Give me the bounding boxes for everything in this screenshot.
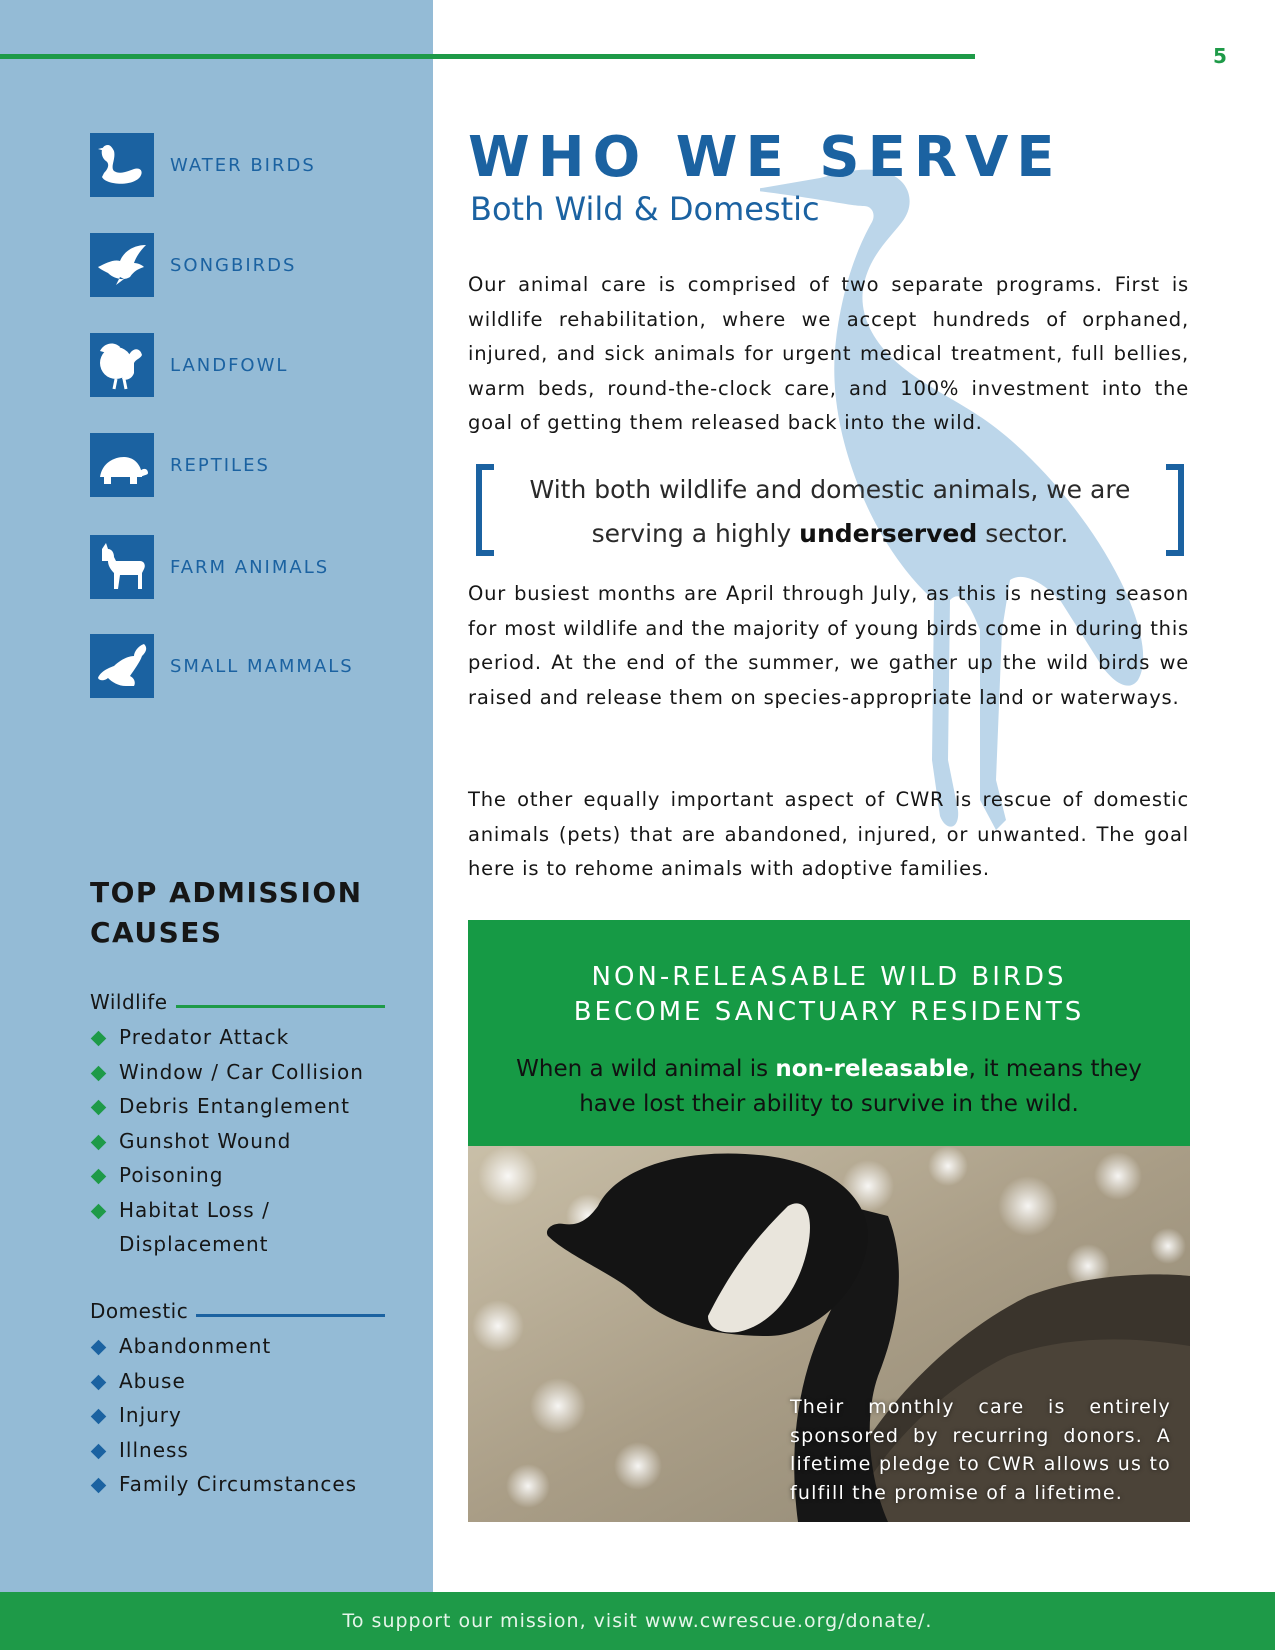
turkey-icon: [90, 333, 154, 397]
songbird-icon: [90, 233, 154, 297]
page-number: 5: [1213, 44, 1227, 68]
top-rule: [0, 54, 975, 59]
photo-caption: Their monthly care is entirely sponsored by recurring donors. A lifetime pledge to CWR allows us to fulfill the promise of a lifetime.: [790, 1396, 1171, 1504]
paragraph-wildlife-rehab: Our animal care is comprised of two separate programs. First is wildlife rehabilitation, where we accept hundreds of orphaned, injured, and sick animals for urgent medical treatment, full bellies, warm beds, round-the-clock care, and 100% investment into the goal of getting them released back into the wild.: [468, 273, 1189, 434]
list-item: Poisoning: [90, 1158, 410, 1193]
page-subtitle: Both Wild & Domestic: [470, 190, 820, 228]
diamond-bullet-icon: [91, 1100, 107, 1116]
diamond-bullet-icon: [91, 1065, 107, 1081]
category-label: SMALL MAMMALS: [170, 655, 354, 677]
pull-quote: [476, 462, 1184, 558]
list-item: Illness: [90, 1433, 410, 1468]
goat-icon: [90, 535, 154, 599]
divider: [196, 1314, 385, 1317]
diamond-bullet-icon: [91, 1374, 107, 1390]
admission-causes-title: TOP ADMISSION CAUSES: [90, 876, 363, 949]
list-item: Debris Entanglement: [90, 1089, 410, 1124]
category-label: WATER BIRDS: [170, 154, 316, 176]
page-title: WHO WE SERVE: [468, 125, 1063, 190]
domestic-heading: [90, 1299, 385, 1323]
wildlife-heading: [90, 990, 385, 1014]
sanctuary-callout: [468, 920, 1190, 1146]
paragraph-busy-months: Our busiest months are April through July, as this is nesting season for most wildlife and the majority of young birds come in during this period. At the end of the summer, we gather up the wild birds we raised and release them on species-appropriate land or waterways.: [468, 582, 1189, 709]
category-reptiles: [90, 433, 270, 497]
callout-emphasis: non-releasable: [775, 1056, 969, 1082]
category-small-mammals: [90, 634, 354, 698]
diamond-bullet-icon: [91, 1443, 107, 1459]
diamond-bullet-icon: [91, 1203, 107, 1219]
category-label: SONGBIRDS: [170, 254, 297, 276]
diamond-bullet-icon: [91, 1134, 107, 1150]
callout-text: When a wild animal is non-releasable, it means they have lost their ability to survive in the wild.: [516, 1056, 1142, 1117]
callout-title: NON-RELEASABLE WILD BIRDS BECOME SANCTUARY RESIDENTS: [573, 962, 1085, 1027]
list-item: Gunshot Wound: [90, 1124, 410, 1159]
list-item: Window / Car Collision: [90, 1055, 410, 1090]
list-item: Habitat Loss / Displacement: [90, 1193, 310, 1262]
right-bracket-icon: [1166, 464, 1184, 556]
category-farm-animals: [90, 535, 329, 599]
left-bracket-icon: [476, 464, 494, 556]
diamond-bullet-icon: [91, 1478, 107, 1494]
list-item: Injury: [90, 1398, 410, 1433]
diamond-bullet-icon: [91, 1031, 107, 1047]
diamond-bullet-icon: [91, 1409, 107, 1425]
paragraph-domestic-rescue: The other equally important aspect of CWR is rescue of domestic animals (pets) that are abandoned, injured, or unwanted. The goal here is to rehome animals with adoptive families.: [468, 788, 1189, 880]
diamond-bullet-icon: [91, 1340, 107, 1356]
wildlife-heading-label: Wildlife: [90, 990, 168, 1014]
list-item: Abandonment: [90, 1329, 410, 1364]
turtle-icon: [90, 433, 154, 497]
category-songbirds: [90, 233, 296, 297]
domestic-heading-label: Domestic: [90, 1299, 189, 1323]
category-label: REPTILES: [170, 454, 270, 476]
rabbit-icon: [90, 634, 154, 698]
swan-icon: [90, 133, 154, 197]
wildlife-causes-list: [90, 1020, 410, 1262]
pull-quote-emphasis: underserved: [799, 519, 978, 548]
footer-text: To support our mission, visit www.cwrescue.org/donate/.: [342, 1610, 933, 1632]
diamond-bullet-icon: [91, 1169, 107, 1185]
category-label: FARM ANIMALS: [170, 556, 330, 578]
list-item: Abuse: [90, 1364, 410, 1399]
list-item: Predator Attack: [90, 1020, 410, 1055]
footer-bar: [0, 1592, 1275, 1650]
category-water-birds: [90, 133, 316, 197]
domestic-causes-list: [90, 1329, 410, 1502]
category-label: LANDFOWL: [170, 354, 289, 376]
divider: [176, 1005, 385, 1008]
category-landfowl: [90, 333, 288, 397]
pull-quote-text: With both wildlife and domestic animals, we are serving a highly underserved sector.: [529, 475, 1131, 548]
list-item: Family Circumstances: [90, 1467, 410, 1502]
